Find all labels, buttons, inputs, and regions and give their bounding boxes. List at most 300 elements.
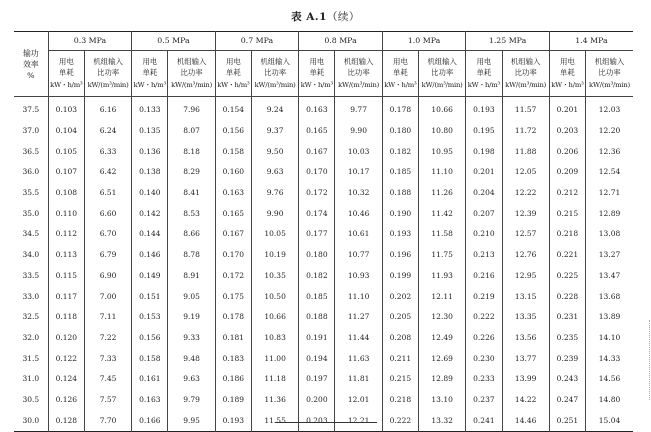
value-cell: 11.42 bbox=[419, 203, 466, 224]
value-cell: 0.200 bbox=[299, 390, 335, 411]
value-cell: 0.231 bbox=[549, 307, 585, 328]
value-cell: 0.180 bbox=[299, 245, 335, 266]
value-cell: 11.18 bbox=[251, 369, 298, 390]
subheader-power-line: kW・h/m³ bbox=[384, 80, 417, 89]
subheader-input-power-ratio bbox=[335, 51, 382, 97]
value-cell: 0.203 bbox=[299, 410, 335, 431]
value-cell: 9.90 bbox=[335, 121, 382, 142]
subheader-power-line: 用电 bbox=[560, 56, 575, 66]
subheader-power-consumption bbox=[215, 51, 251, 97]
value-cell: 0.163 bbox=[132, 390, 168, 411]
value-cell: 9.90 bbox=[251, 203, 298, 224]
value-cell: 13.15 bbox=[502, 286, 549, 307]
table-row bbox=[14, 183, 633, 204]
table-row bbox=[14, 410, 633, 431]
value-cell: 0.107 bbox=[48, 162, 84, 183]
value-cell: 0.113 bbox=[48, 245, 84, 266]
value-cell: 10.50 bbox=[251, 286, 298, 307]
table-row bbox=[14, 390, 633, 411]
value-cell: 0.212 bbox=[549, 183, 585, 204]
value-cell: 0.178 bbox=[215, 307, 251, 328]
value-cell: 8.41 bbox=[168, 183, 215, 204]
value-cell: 11.57 bbox=[502, 97, 549, 121]
value-cell: 12.57 bbox=[502, 224, 549, 245]
pressure-header-row bbox=[14, 32, 633, 51]
value-cell: 0.189 bbox=[215, 390, 251, 411]
table-row bbox=[14, 121, 633, 142]
value-cell: 0.193 bbox=[382, 224, 418, 245]
subheader-input-power-ratio bbox=[502, 51, 549, 97]
value-cell: 10.66 bbox=[419, 97, 466, 121]
value-cell: 0.193 bbox=[466, 97, 502, 121]
efficiency-cell: 30.5 bbox=[14, 390, 48, 411]
value-cell: 0.161 bbox=[132, 369, 168, 390]
value-cell: 9.63 bbox=[168, 369, 215, 390]
value-cell: 0.104 bbox=[48, 121, 84, 142]
efficiency-cell: 37.5 bbox=[14, 97, 48, 121]
value-cell: 11.75 bbox=[419, 245, 466, 266]
value-cell: 0.243 bbox=[549, 369, 585, 390]
value-cell: 0.160 bbox=[215, 162, 251, 183]
table-row bbox=[14, 286, 633, 307]
value-cell: 0.205 bbox=[382, 307, 418, 328]
value-cell: 0.211 bbox=[382, 348, 418, 369]
efficiency-cell: 34.5 bbox=[14, 224, 48, 245]
value-cell: 0.136 bbox=[132, 141, 168, 162]
table-body bbox=[14, 97, 633, 432]
value-cell: 13.10 bbox=[419, 390, 466, 411]
table-row bbox=[14, 97, 633, 121]
header-pressure: 0.5 MPa bbox=[132, 32, 216, 51]
value-cell: 11.63 bbox=[335, 348, 382, 369]
subheader-power-line: kW・h/m³ bbox=[300, 80, 334, 89]
efficiency-cell: 36.5 bbox=[14, 141, 48, 162]
value-cell: 10.83 bbox=[251, 328, 298, 349]
value-cell: 13.89 bbox=[598, 312, 621, 322]
value-cell: 12.20 bbox=[598, 126, 621, 136]
subheader-power-consumption bbox=[299, 51, 335, 97]
value-cell: 10.95 bbox=[419, 141, 466, 162]
value-cell: 0.198 bbox=[466, 141, 502, 162]
value-cell: 8.18 bbox=[168, 141, 215, 162]
value-cell: 14.10 bbox=[598, 332, 621, 342]
value-cell: 9.05 bbox=[168, 286, 215, 307]
value-cell: 9.50 bbox=[251, 141, 298, 162]
value-cell: 8.53 bbox=[168, 203, 215, 224]
subheader-ratio-line: 机组输入 bbox=[260, 56, 290, 66]
value-cell: 6.16 bbox=[84, 97, 131, 121]
value-cell: 0.225 bbox=[549, 266, 585, 287]
subheader-power-line: 用电 bbox=[392, 56, 408, 66]
value-cell: 10.35 bbox=[251, 266, 298, 287]
value-cell: 7.11 bbox=[84, 307, 131, 328]
value-cell: 0.206 bbox=[549, 141, 585, 162]
value-cell: 10.66 bbox=[251, 307, 298, 328]
value-cell: 8.29 bbox=[168, 162, 215, 183]
value-cell: 9.79 bbox=[168, 390, 215, 411]
value-cell: 0.120 bbox=[48, 328, 84, 349]
value-cell: 6.60 bbox=[84, 203, 131, 224]
header-pressure: 1.0 MPa bbox=[382, 32, 466, 51]
value-cell: 0.190 bbox=[382, 203, 418, 224]
value-cell: 0.185 bbox=[299, 286, 335, 307]
subheader-ratio-line: 机组输入 bbox=[427, 56, 457, 66]
header-pressure: 0.3 MPa bbox=[48, 32, 132, 51]
subheader-power-consumption bbox=[132, 51, 168, 97]
value-cell: 9.19 bbox=[168, 307, 215, 328]
value-cell: 12.11 bbox=[419, 286, 466, 307]
table-row bbox=[14, 348, 633, 369]
value-cell: 11.26 bbox=[419, 183, 466, 204]
value-cell: 0.207 bbox=[466, 203, 502, 224]
value-cell: 0.124 bbox=[48, 369, 84, 390]
value-cell: 0.201 bbox=[549, 97, 585, 121]
value-cell: 0.199 bbox=[382, 266, 418, 287]
value-cell: 0.188 bbox=[299, 307, 335, 328]
value-cell: 11.58 bbox=[419, 224, 466, 245]
value-cell: 0.165 bbox=[215, 203, 251, 224]
value-cell: 0.146 bbox=[132, 245, 168, 266]
table-row bbox=[14, 369, 633, 390]
value-cell: 0.209 bbox=[549, 162, 585, 183]
subheader-ratio-line: 机组输入 bbox=[343, 56, 374, 66]
value-cell: 0.172 bbox=[215, 266, 251, 287]
value-cell: 13.47 bbox=[598, 270, 621, 280]
value-cell: 0.158 bbox=[132, 348, 168, 369]
subheader-ratio-line: kW/(m³/min) bbox=[589, 80, 630, 89]
subheader-ratio-line: 比功率 bbox=[431, 68, 454, 78]
subheader-ratio-line: 机组输入 bbox=[176, 56, 207, 66]
subheader-power-line: 用电 bbox=[58, 56, 74, 66]
subheader-input-power-ratio bbox=[168, 51, 215, 97]
subheader-ratio-line: 比功率 bbox=[514, 68, 537, 78]
value-cell: 0.122 bbox=[48, 348, 84, 369]
value-cell: 14.46 bbox=[502, 410, 549, 431]
value-cell: 0.156 bbox=[132, 328, 168, 349]
value-cell: 12.89 bbox=[419, 369, 466, 390]
value-cell: 0.185 bbox=[382, 162, 418, 183]
subheader-power-line: 用电 bbox=[225, 56, 241, 66]
data-table bbox=[14, 31, 633, 432]
value-cell: 0.197 bbox=[299, 369, 335, 390]
value-cell: 0.218 bbox=[382, 390, 418, 411]
value-cell: 0.235 bbox=[549, 328, 585, 349]
table-row bbox=[14, 328, 633, 349]
value-cell: 11.88 bbox=[502, 141, 549, 162]
table-row bbox=[14, 307, 633, 328]
value-cell: 0.203 bbox=[549, 121, 585, 142]
value-cell: 0.216 bbox=[466, 266, 502, 287]
value-cell: 12.71 bbox=[598, 188, 621, 198]
value-cell: 0.108 bbox=[48, 183, 84, 204]
value-cell: 11.44 bbox=[335, 328, 382, 349]
value-cell: 7.70 bbox=[84, 410, 131, 431]
subheader-power-line: 单耗 bbox=[392, 68, 408, 78]
subheader-input-power-ratio bbox=[419, 51, 466, 97]
efficiency-cell: 33.5 bbox=[14, 266, 48, 287]
value-cell: 9.95 bbox=[168, 410, 215, 431]
value-cell: 12.22 bbox=[502, 183, 549, 204]
value-cell: 9.76 bbox=[251, 183, 298, 204]
value-cell: 6.42 bbox=[84, 162, 131, 183]
table-row bbox=[14, 203, 633, 224]
header-efficiency bbox=[14, 32, 48, 97]
subheader-input-power-ratio bbox=[84, 51, 131, 97]
value-cell: 0.170 bbox=[215, 245, 251, 266]
subheader-row bbox=[14, 51, 633, 97]
table-title-main: 表 A.1 bbox=[291, 11, 327, 23]
subheader-power-line: 用电 bbox=[309, 56, 325, 66]
value-cell: 12.54 bbox=[598, 167, 621, 177]
value-cell: 0.247 bbox=[549, 390, 585, 411]
subheader-power-consumption bbox=[382, 51, 418, 97]
value-cell: 8.07 bbox=[168, 121, 215, 142]
subheader-ratio-line: 比功率 bbox=[347, 68, 370, 78]
value-cell: 0.228 bbox=[549, 286, 585, 307]
value-cell: 0.191 bbox=[299, 328, 335, 349]
value-cell: 0.115 bbox=[48, 266, 84, 287]
subheader-power-consumption bbox=[466, 51, 502, 97]
table-row bbox=[14, 162, 633, 183]
header-efficiency-line1: 输功 bbox=[23, 48, 39, 58]
table-row bbox=[14, 224, 633, 245]
value-cell: 0.156 bbox=[215, 121, 251, 142]
header-efficiency-line2: 效率 bbox=[23, 59, 39, 69]
efficiency-cell: 37.0 bbox=[14, 121, 48, 142]
table-row bbox=[14, 245, 633, 266]
subheader-ratio-line: kW/(m³/min) bbox=[421, 80, 463, 89]
value-cell: 0.142 bbox=[132, 203, 168, 224]
subheader-input-power-ratio bbox=[586, 51, 633, 97]
subheader-input-power-ratio bbox=[251, 51, 298, 97]
value-cell: 12.05 bbox=[502, 162, 549, 183]
value-cell: 7.57 bbox=[84, 390, 131, 411]
subheader-ratio-line: kW/(m³/min) bbox=[254, 80, 296, 89]
value-cell: 0.221 bbox=[549, 245, 585, 266]
table-title-sub: （续） bbox=[326, 11, 360, 23]
value-cell: 0.208 bbox=[382, 328, 418, 349]
value-cell: 11.36 bbox=[251, 390, 298, 411]
value-cell: 0.204 bbox=[466, 183, 502, 204]
value-cell: 13.68 bbox=[598, 291, 621, 301]
value-cell: 0.105 bbox=[48, 141, 84, 162]
header-pressure: 0.7 MPa bbox=[215, 32, 299, 51]
value-cell: 7.96 bbox=[168, 97, 215, 121]
value-cell: 0.241 bbox=[466, 410, 502, 431]
value-cell: 10.03 bbox=[335, 141, 382, 162]
subheader-ratio-line: 机组输入 bbox=[594, 56, 625, 66]
value-cell: 9.37 bbox=[251, 121, 298, 142]
value-cell: 14.56 bbox=[598, 374, 621, 384]
subheader-ratio-line: kW/(m³/min) bbox=[171, 80, 213, 89]
subheader-power-line: kW・h/m³ bbox=[217, 80, 250, 89]
subheader-power-line: 单耗 bbox=[309, 68, 325, 78]
header-pressure: 0.8 MPa bbox=[299, 32, 383, 51]
value-cell: 6.79 bbox=[84, 245, 131, 266]
value-cell: 10.32 bbox=[335, 183, 382, 204]
value-cell: 13.56 bbox=[502, 328, 549, 349]
value-cell: 0.180 bbox=[382, 121, 418, 142]
value-cell: 11.00 bbox=[251, 348, 298, 369]
value-cell: 0.177 bbox=[299, 224, 335, 245]
value-cell: 12.69 bbox=[419, 348, 466, 369]
value-cell: 12.49 bbox=[419, 328, 466, 349]
value-cell: 0.237 bbox=[466, 390, 502, 411]
value-cell: 10.05 bbox=[251, 224, 298, 245]
efficiency-cell: 33.0 bbox=[14, 286, 48, 307]
subheader-power-consumption bbox=[48, 51, 84, 97]
value-cell: 0.195 bbox=[466, 121, 502, 142]
value-cell: 7.45 bbox=[84, 369, 131, 390]
value-cell: 9.33 bbox=[168, 328, 215, 349]
value-cell: 0.144 bbox=[132, 224, 168, 245]
efficiency-cell: 34.0 bbox=[14, 245, 48, 266]
value-cell: 0.183 bbox=[215, 348, 251, 369]
subheader-ratio-line: 比功率 bbox=[598, 68, 621, 78]
value-cell: 0.182 bbox=[382, 141, 418, 162]
value-cell: 7.22 bbox=[84, 328, 131, 349]
value-cell: 9.48 bbox=[168, 348, 215, 369]
header-pressure: 1.25 MPa bbox=[466, 32, 550, 51]
value-cell: 0.213 bbox=[466, 245, 502, 266]
value-cell: 8.66 bbox=[168, 224, 215, 245]
value-cell: 0.230 bbox=[466, 348, 502, 369]
value-cell: 0.218 bbox=[549, 224, 585, 245]
value-cell: 0.194 bbox=[299, 348, 335, 369]
header-pressure: 1.4 MPa bbox=[549, 32, 633, 51]
value-cell: 0.128 bbox=[48, 410, 84, 431]
subheader-power-line: 单耗 bbox=[142, 68, 158, 78]
value-cell: 13.99 bbox=[502, 369, 549, 390]
value-cell: 0.110 bbox=[48, 203, 84, 224]
efficiency-cell: 32.5 bbox=[14, 307, 48, 328]
value-cell: 10.80 bbox=[419, 121, 466, 142]
value-cell: 12.36 bbox=[598, 146, 621, 156]
value-cell: 0.151 bbox=[132, 286, 168, 307]
value-cell: 0.219 bbox=[466, 286, 502, 307]
value-cell: 13.27 bbox=[598, 250, 621, 260]
value-cell: 10.93 bbox=[335, 266, 382, 287]
value-cell: 0.138 bbox=[132, 162, 168, 183]
value-cell: 0.196 bbox=[382, 245, 418, 266]
value-cell: 7.00 bbox=[84, 286, 131, 307]
subheader-power-line: 单耗 bbox=[476, 68, 492, 78]
value-cell: 10.77 bbox=[335, 245, 382, 266]
value-cell: 0.167 bbox=[299, 141, 335, 162]
value-cell: 0.193 bbox=[215, 410, 251, 431]
value-cell: 0.182 bbox=[299, 266, 335, 287]
value-cell: 11.10 bbox=[419, 162, 466, 183]
value-cell: 13.08 bbox=[598, 229, 621, 239]
value-cell: 10.61 bbox=[335, 224, 382, 245]
value-cell: 0.166 bbox=[132, 410, 168, 431]
value-cell: 10.46 bbox=[335, 203, 382, 224]
table-row bbox=[14, 141, 633, 162]
value-cell: 0.175 bbox=[215, 286, 251, 307]
value-cell: 0.103 bbox=[48, 97, 84, 121]
subheader-ratio-line: kW/(m³/min) bbox=[87, 80, 129, 89]
subheader-ratio-line: 比功率 bbox=[180, 68, 203, 78]
value-cell: 0.170 bbox=[299, 162, 335, 183]
subheader-power-line: 单耗 bbox=[225, 68, 241, 78]
value-cell: 11.93 bbox=[419, 266, 466, 287]
value-cell: 0.158 bbox=[215, 141, 251, 162]
value-cell: 0.215 bbox=[549, 203, 585, 224]
value-cell: 6.70 bbox=[84, 224, 131, 245]
value-cell: 0.167 bbox=[215, 224, 251, 245]
value-cell: 0.233 bbox=[466, 369, 502, 390]
value-cell: 12.03 bbox=[598, 105, 621, 115]
value-cell: 0.118 bbox=[48, 307, 84, 328]
value-cell: 15.04 bbox=[598, 415, 621, 425]
subheader-power-line: 用电 bbox=[142, 56, 158, 66]
value-cell: 11.81 bbox=[335, 369, 382, 390]
value-cell: 0.186 bbox=[215, 369, 251, 390]
value-cell: 0.112 bbox=[48, 224, 84, 245]
subheader-power-consumption bbox=[549, 51, 585, 97]
value-cell: 12.95 bbox=[502, 266, 549, 287]
value-cell: 0.239 bbox=[549, 348, 585, 369]
subheader-power-line: kW・h/m³ bbox=[50, 80, 83, 89]
value-cell: 0.117 bbox=[48, 286, 84, 307]
subheader-ratio-line: 比功率 bbox=[96, 68, 120, 78]
value-cell: 10.17 bbox=[335, 162, 382, 183]
value-cell: 9.24 bbox=[251, 97, 298, 121]
value-cell: 8.91 bbox=[168, 266, 215, 287]
subheader-power-line: kW・h/m³ bbox=[133, 80, 167, 89]
value-cell: 0.174 bbox=[299, 203, 335, 224]
subheader-ratio-line: 比功率 bbox=[264, 68, 287, 78]
subheader-power-line: kW・h/m³ bbox=[551, 80, 584, 89]
value-cell: 0.149 bbox=[132, 266, 168, 287]
value-cell: 0.165 bbox=[299, 121, 335, 142]
value-cell: 11.72 bbox=[502, 121, 549, 142]
value-cell: 13.32 bbox=[419, 410, 466, 431]
subheader-ratio-line: 机组输入 bbox=[510, 56, 541, 66]
subheader-ratio-line: 机组输入 bbox=[93, 56, 123, 66]
header-efficiency-unit: % bbox=[27, 70, 35, 80]
value-cell: 7.33 bbox=[84, 348, 131, 369]
table-row bbox=[14, 266, 633, 287]
value-cell: 13.35 bbox=[502, 307, 549, 328]
value-cell: 14.80 bbox=[598, 394, 621, 404]
footer-rule bbox=[275, 422, 377, 423]
value-cell: 0.226 bbox=[466, 328, 502, 349]
value-cell: 11.10 bbox=[335, 286, 382, 307]
value-cell: 0.140 bbox=[132, 183, 168, 204]
value-cell: 0.172 bbox=[299, 183, 335, 204]
value-cell: 0.133 bbox=[132, 97, 168, 121]
subheader-power-line: 单耗 bbox=[58, 68, 74, 78]
value-cell: 6.33 bbox=[84, 141, 131, 162]
value-cell: 8.78 bbox=[168, 245, 215, 266]
subheader-power-line: 单耗 bbox=[560, 68, 575, 78]
value-cell: 12.01 bbox=[335, 390, 382, 411]
value-cell: 14.22 bbox=[502, 390, 549, 411]
efficiency-cell: 31.0 bbox=[14, 369, 48, 390]
subheader-power-line: 用电 bbox=[476, 56, 492, 66]
value-cell: 10.19 bbox=[251, 245, 298, 266]
value-cell: 11.55 bbox=[251, 410, 298, 431]
value-cell: 0.202 bbox=[382, 286, 418, 307]
value-cell: 9.77 bbox=[335, 97, 382, 121]
value-cell: 9.63 bbox=[251, 162, 298, 183]
value-cell: 0.163 bbox=[299, 97, 335, 121]
value-cell: 0.210 bbox=[466, 224, 502, 245]
subheader-ratio-line: kW/(m³/min) bbox=[505, 80, 547, 89]
value-cell: 12.30 bbox=[419, 307, 466, 328]
value-cell: 0.222 bbox=[382, 410, 418, 431]
